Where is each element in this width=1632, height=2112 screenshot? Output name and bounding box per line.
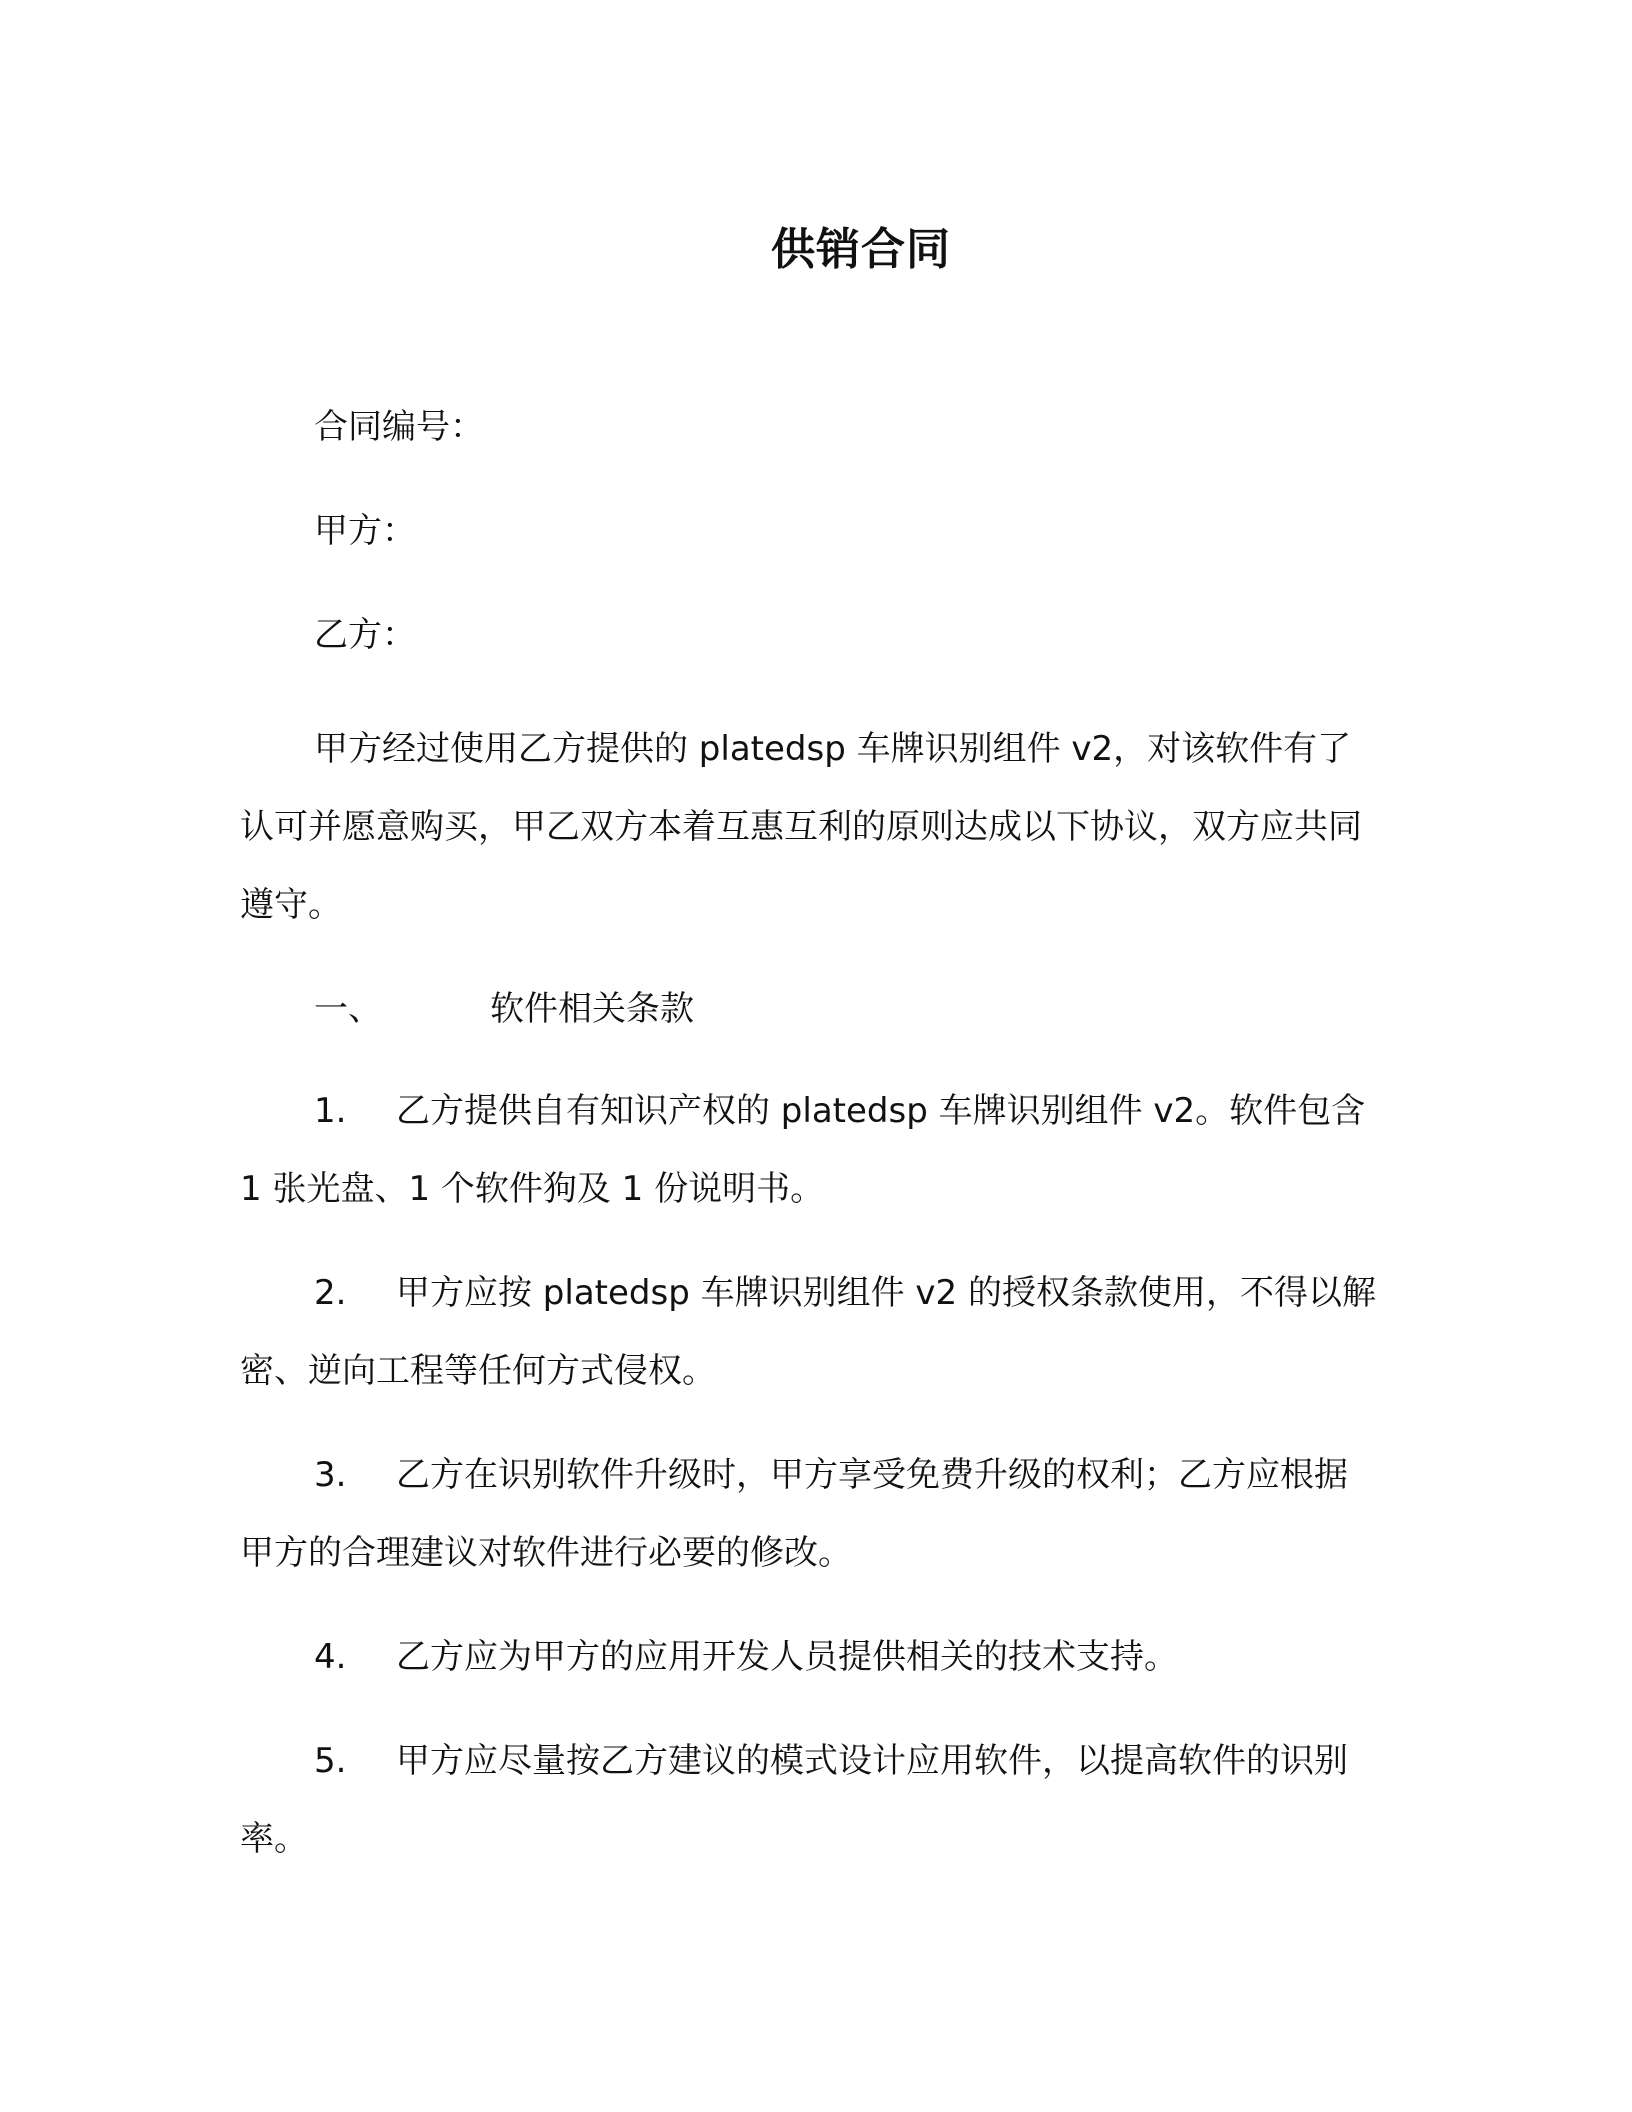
document-body — [240, 398, 1380, 1904]
clause-number: 2. — [314, 1273, 347, 1313]
clause-item — [240, 1722, 1380, 1878]
clause-text: 乙方在识别软件升级时，甲方享受免费升级的权利；乙方应根据甲方的合理建议对软件进行必要的修改。 — [240, 1455, 1348, 1573]
section-title: 软件相关条款 — [490, 989, 694, 1029]
document-title: 供销合同 — [771, 224, 951, 275]
contract-number-field: 合同编号： — [314, 407, 484, 447]
clause-number: 1. — [314, 1091, 347, 1131]
section-heading — [240, 970, 1380, 1048]
clause-number: 5. — [314, 1741, 347, 1781]
party-b-field: 乙方： — [314, 615, 416, 655]
clause-item — [240, 1072, 1380, 1228]
clause-item — [240, 1436, 1380, 1592]
clause-text: 乙方提供自有知识产权的 platedsp 车牌识别组件 v2。软件包含 1 张光盘、1 个软件狗及 1 份说明书。 — [240, 1091, 1366, 1209]
clause-item — [240, 1254, 1380, 1410]
clause-text: 甲方应尽量按乙方建议的模式设计应用软件，以提高软件的识别率。 — [240, 1741, 1348, 1859]
clause-number: 4. — [314, 1637, 347, 1677]
clause-text: 乙方应为甲方的应用开发人员提供相关的技术支持。 — [396, 1637, 1178, 1677]
section-number: 一、 — [314, 989, 382, 1029]
clause-item — [240, 1618, 1380, 1696]
clause-text: 甲方应按 platedsp 车牌识别组件 v2 的授权条款使用，不得以解密、逆向工程等任何方式侵权。 — [240, 1273, 1376, 1391]
clause-number: 3. — [314, 1455, 347, 1495]
party-a-field: 甲方： — [314, 511, 416, 551]
intro-paragraph: 甲方经过使用乙方提供的 platedsp 车牌识别组件 v2，对该软件有了认可并愿意购买，甲乙双方本着互惠互利的原则达成以下协议，双方应共同遵守。 — [240, 729, 1362, 925]
